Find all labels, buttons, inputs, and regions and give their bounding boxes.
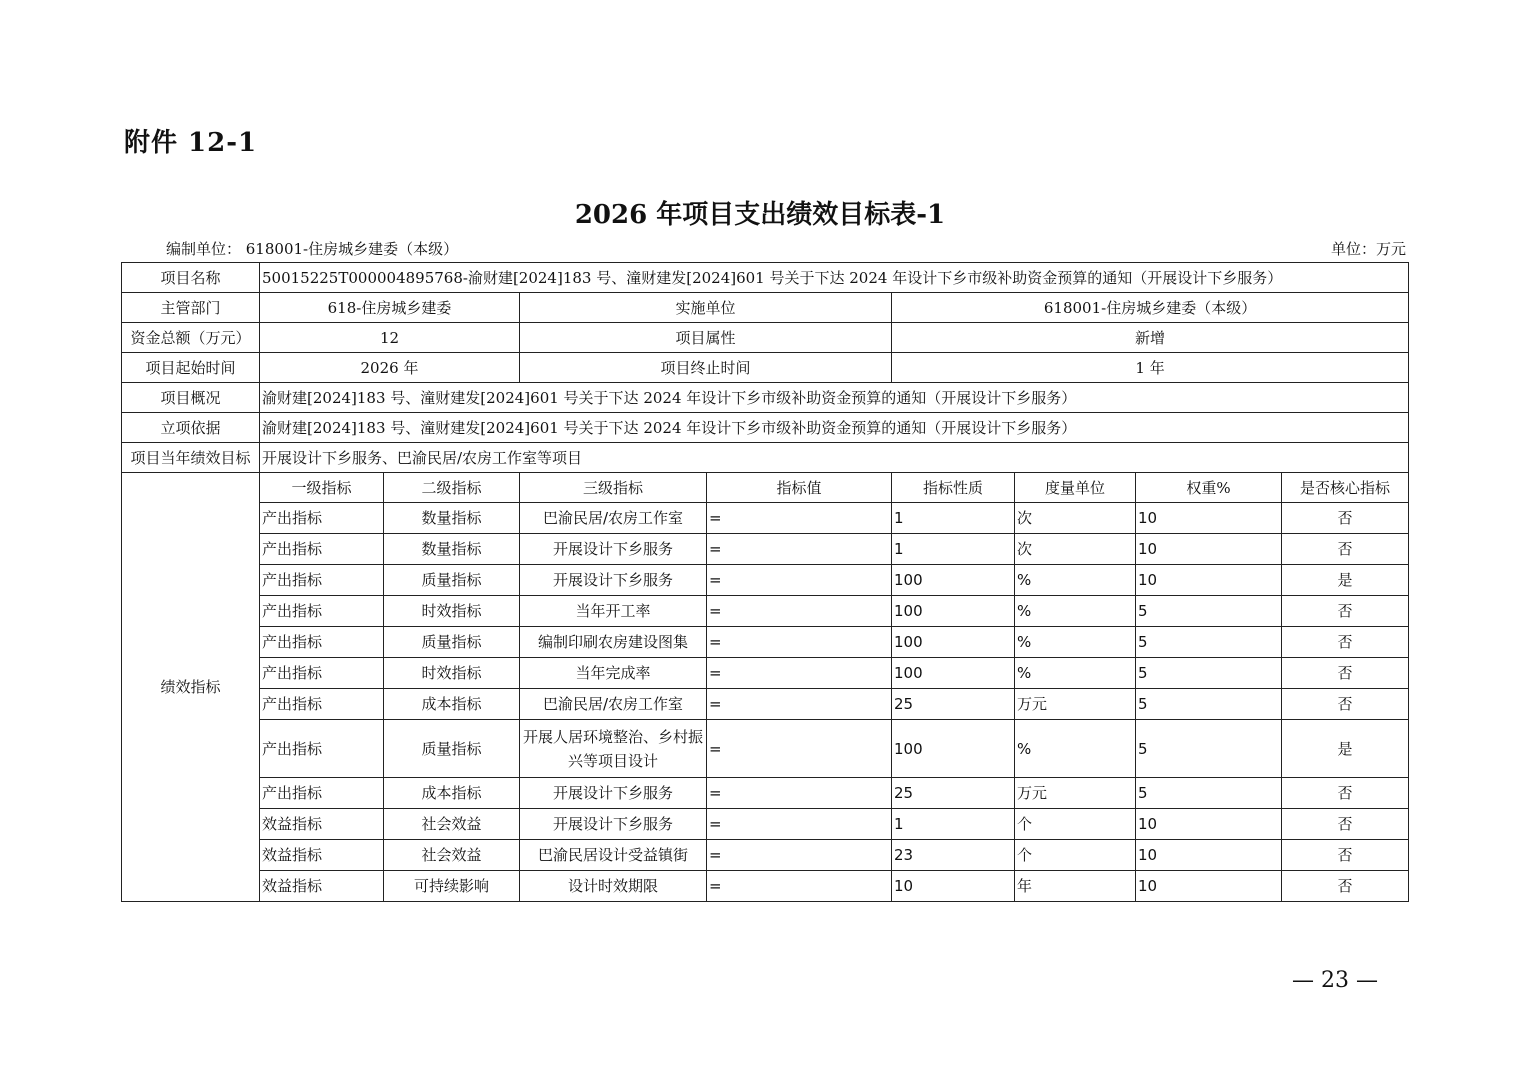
- indicator-level2: 质量指标: [384, 627, 520, 658]
- dept-label: 主管部门: [122, 293, 260, 323]
- indicator-unit: 万元: [1015, 689, 1136, 720]
- indicator-operator: =: [707, 534, 892, 565]
- indicator-section-label: 绩效指标: [122, 473, 260, 902]
- indicator-core-flag: 否: [1282, 658, 1409, 689]
- indicator-level2: 社会效益: [384, 840, 520, 871]
- currency-unit: 单位：万元: [1330, 240, 1406, 258]
- indicator-level1: 产出指标: [260, 565, 384, 596]
- table-row: [122, 658, 1409, 689]
- indicator-level1: 产出指标: [260, 503, 384, 534]
- indicator-weight: 5: [1136, 596, 1282, 627]
- indicator-weight: 5: [1136, 778, 1282, 809]
- overview-label: 项目概况: [122, 383, 260, 413]
- indicator-level3: 设计时效期限: [520, 871, 707, 902]
- indicator-level2: 质量指标: [384, 565, 520, 596]
- indicator-value: 100: [892, 596, 1015, 627]
- header-level2: 二级指标: [384, 473, 520, 503]
- indicator-level1: 产出指标: [260, 534, 384, 565]
- table-row: [122, 778, 1409, 809]
- indicator-operator: =: [707, 871, 892, 902]
- table-row: [122, 871, 1409, 902]
- indicator-level2: 质量指标: [384, 720, 520, 778]
- indicator-core-flag: 否: [1282, 871, 1409, 902]
- table-row: [122, 596, 1409, 627]
- indicator-level3: 巴渝民居设计受益镇街: [520, 840, 707, 871]
- indicator-level3: 当年完成率: [520, 658, 707, 689]
- overview-value: 渝财建[2024]183 号、潼财建发[2024]601 号关于下达 2024 年设计下乡市级补助资金预算的通知（开展设计下乡服务）: [260, 383, 1409, 413]
- indicator-header-row: [122, 473, 1409, 503]
- indicator-level1: 产出指标: [260, 720, 384, 778]
- indicator-weight: 5: [1136, 720, 1282, 778]
- header-level1: 一级指标: [260, 473, 384, 503]
- indicator-level2: 社会效益: [384, 809, 520, 840]
- header-nature: 指标性质: [892, 473, 1015, 503]
- indicator-weight: 10: [1136, 871, 1282, 902]
- indicator-core-flag: 是: [1282, 565, 1409, 596]
- indicator-level2: 时效指标: [384, 658, 520, 689]
- indicator-operator: =: [707, 809, 892, 840]
- indicator-core-flag: 否: [1282, 596, 1409, 627]
- indicator-value: 100: [892, 565, 1015, 596]
- table-row: [122, 809, 1409, 840]
- indicator-value: 25: [892, 778, 1015, 809]
- indicator-weight: 10: [1136, 809, 1282, 840]
- indicator-core-flag: 是: [1282, 720, 1409, 778]
- indicator-level2: 成本指标: [384, 689, 520, 720]
- indicator-core-flag: 否: [1282, 534, 1409, 565]
- indicator-level1: 效益指标: [260, 840, 384, 871]
- indicator-level1: 产出指标: [260, 689, 384, 720]
- indicator-level1: 产出指标: [260, 778, 384, 809]
- header-core: 是否核心指标: [1282, 473, 1409, 503]
- basis-label: 立项依据: [122, 413, 260, 443]
- indicator-operator: =: [707, 503, 892, 534]
- indicator-unit: %: [1015, 658, 1136, 689]
- indicator-unit: 个: [1015, 809, 1136, 840]
- header-measure-unit: 度量单位: [1015, 473, 1136, 503]
- attr-value: 新增: [892, 323, 1409, 353]
- table-row: [122, 720, 1409, 778]
- indicator-weight: 10: [1136, 503, 1282, 534]
- indicator-operator: =: [707, 565, 892, 596]
- row-project-name: [122, 263, 1409, 293]
- indicator-weight: 10: [1136, 534, 1282, 565]
- indicator-value: 100: [892, 658, 1015, 689]
- indicator-value: 25: [892, 689, 1015, 720]
- indicator-unit: 万元: [1015, 778, 1136, 809]
- indicator-operator: =: [707, 778, 892, 809]
- indicator-value: 10: [892, 871, 1015, 902]
- table-row: [122, 689, 1409, 720]
- indicator-core-flag: 否: [1282, 689, 1409, 720]
- indicator-unit: 次: [1015, 503, 1136, 534]
- indicator-level3: 巴渝民居/农房工作室: [520, 689, 707, 720]
- indicator-core-flag: 否: [1282, 503, 1409, 534]
- indicator-value: 100: [892, 720, 1015, 778]
- table-row: [122, 627, 1409, 658]
- indicator-level3: 编制印刷农房建设图集: [520, 627, 707, 658]
- goal-label: 项目当年绩效目标: [122, 443, 260, 473]
- header-target-value: 指标值: [707, 473, 892, 503]
- header-level3: 三级指标: [520, 473, 707, 503]
- indicator-level2: 时效指标: [384, 596, 520, 627]
- indicator-unit: %: [1015, 565, 1136, 596]
- table-row: [122, 840, 1409, 871]
- indicator-value: 1: [892, 534, 1015, 565]
- compiling-unit: 编制单位： 618001-住房城乡建委（本级）: [166, 240, 459, 258]
- indicator-value: 1: [892, 809, 1015, 840]
- indicator-weight: 10: [1136, 565, 1282, 596]
- indicator-level2: 可持续影响: [384, 871, 520, 902]
- fund-value: 12: [260, 323, 520, 353]
- row-fund: [122, 323, 1409, 353]
- basis-value: 渝财建[2024]183 号、潼财建发[2024]601 号关于下达 2024 年设计下乡市级补助资金预算的通知（开展设计下乡服务）: [260, 413, 1409, 443]
- impl-label: 实施单位: [520, 293, 892, 323]
- impl-value: 618001-住房城乡建委（本级）: [892, 293, 1409, 323]
- indicator-level3: 当年开工率: [520, 596, 707, 627]
- indicator-level2: 成本指标: [384, 778, 520, 809]
- page-number: — 23 —: [1292, 968, 1378, 993]
- indicator-weight: 5: [1136, 689, 1282, 720]
- attr-label: 项目属性: [520, 323, 892, 353]
- indicator-level3: 开展设计下乡服务: [520, 809, 707, 840]
- indicator-level1: 效益指标: [260, 809, 384, 840]
- start-value: 2026 年: [260, 353, 520, 383]
- indicator-level1: 效益指标: [260, 871, 384, 902]
- indicator-weight: 5: [1136, 627, 1282, 658]
- dept-value: 618-住房城乡建委: [260, 293, 520, 323]
- indicator-operator: =: [707, 840, 892, 871]
- indicator-level3: 巴渝民居/农房工作室: [520, 503, 707, 534]
- indicator-level2: 数量指标: [384, 534, 520, 565]
- indicator-weight: 10: [1136, 840, 1282, 871]
- project-name-label: 项目名称: [122, 263, 260, 293]
- indicator-unit: %: [1015, 627, 1136, 658]
- start-label: 项目起始时间: [122, 353, 260, 383]
- indicator-core-flag: 否: [1282, 809, 1409, 840]
- indicator-unit: 年: [1015, 871, 1136, 902]
- row-department: [122, 293, 1409, 323]
- table-row: [122, 565, 1409, 596]
- row-goal: [122, 443, 1409, 473]
- indicator-value: 23: [892, 840, 1015, 871]
- indicator-value: 1: [892, 503, 1015, 534]
- indicator-unit: %: [1015, 720, 1136, 778]
- indicator-level3: 开展设计下乡服务: [520, 565, 707, 596]
- header-weight: 权重%: [1136, 473, 1282, 503]
- row-overview: [122, 383, 1409, 413]
- indicator-unit: 次: [1015, 534, 1136, 565]
- end-label: 项目终止时间: [520, 353, 892, 383]
- indicator-level3: 开展设计下乡服务: [520, 778, 707, 809]
- indicator-level1: 产出指标: [260, 658, 384, 689]
- performance-target-table: [121, 262, 1409, 902]
- indicator-level1: 产出指标: [260, 596, 384, 627]
- indicator-weight: 5: [1136, 658, 1282, 689]
- end-value: 1 年: [892, 353, 1409, 383]
- indicator-level3: 开展设计下乡服务: [520, 534, 707, 565]
- indicator-unit: 个: [1015, 840, 1136, 871]
- attachment-label: 附件 12-1: [124, 128, 258, 158]
- table-row: [122, 503, 1409, 534]
- indicator-core-flag: 否: [1282, 627, 1409, 658]
- fund-label: 资金总额（万元）: [122, 323, 260, 353]
- indicator-operator: =: [707, 596, 892, 627]
- project-name-value: 50015225T000004895768-渝财建[2024]183 号、潼财建发[2024]601 号关于下达 2024 年设计下乡市级补助资金预算的通知（开展设计下乡服务）: [260, 263, 1409, 293]
- indicator-unit: %: [1015, 596, 1136, 627]
- row-period: [122, 353, 1409, 383]
- indicator-value: 100: [892, 627, 1015, 658]
- indicator-core-flag: 否: [1282, 840, 1409, 871]
- goal-value: 开展设计下乡服务、巴渝民居/农房工作室等项目: [260, 443, 1409, 473]
- indicator-level2: 数量指标: [384, 503, 520, 534]
- indicator-level1: 产出指标: [260, 627, 384, 658]
- indicator-operator: =: [707, 720, 892, 778]
- indicator-operator: =: [707, 689, 892, 720]
- indicator-operator: =: [707, 658, 892, 689]
- indicator-operator: =: [707, 627, 892, 658]
- row-basis: [122, 413, 1409, 443]
- indicator-level3: 开展人居环境整治、乡村振兴等项目设计: [520, 720, 707, 778]
- table-row: [122, 534, 1409, 565]
- indicator-core-flag: 否: [1282, 778, 1409, 809]
- document-title: 2026 年项目支出绩效目标表-1: [574, 200, 946, 230]
